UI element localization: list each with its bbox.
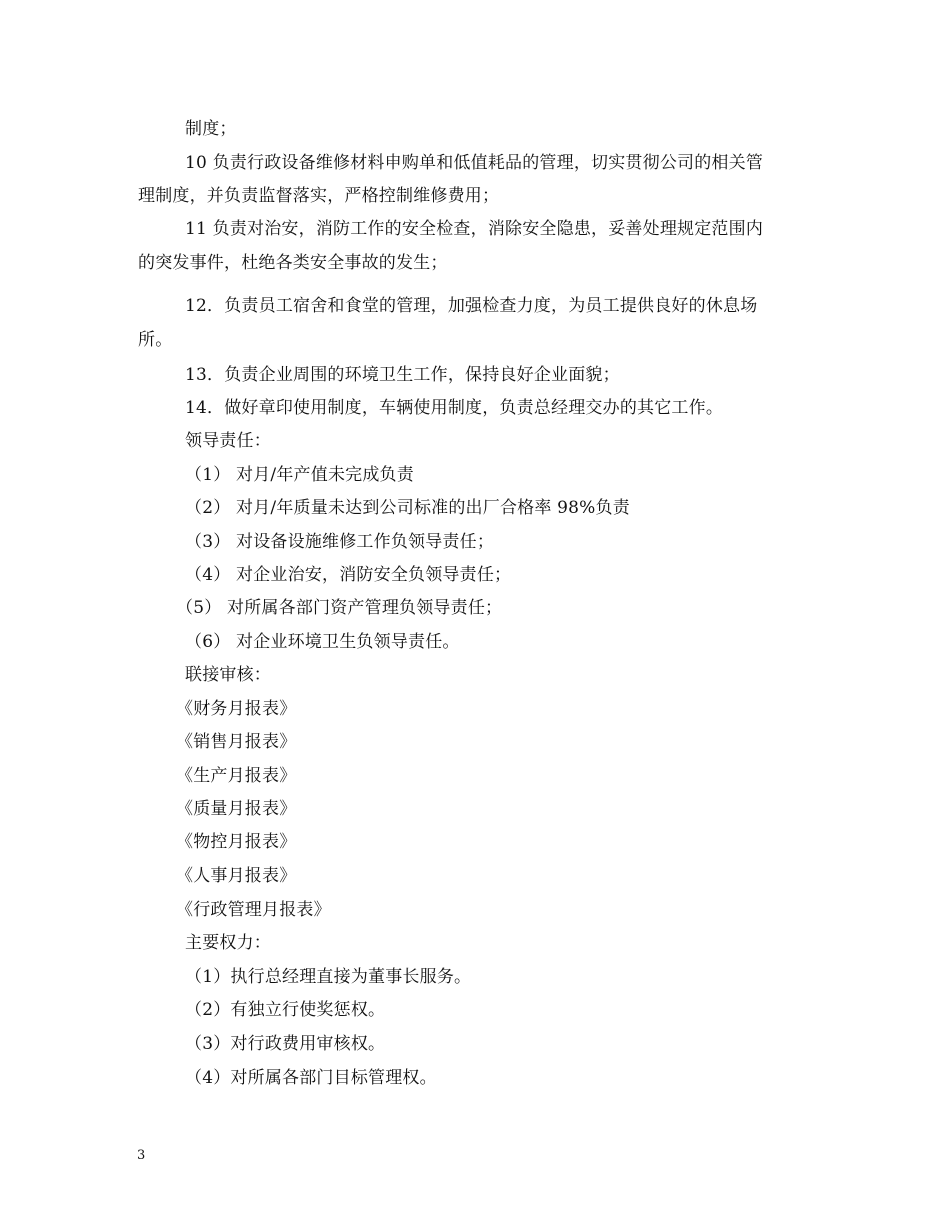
- list-item: （1） 对月/年产值未完成负责: [185, 465, 414, 485]
- text-line: 13．负责企业周围的环境卫生工作，保持良好企业面貌；: [185, 365, 620, 385]
- report-item: 《人事月报表》: [176, 866, 297, 886]
- list-item: （2）有独立行使奖惩权。: [185, 1000, 386, 1020]
- text-line: 所。: [138, 330, 173, 350]
- section-heading: 主要权力：: [185, 933, 271, 953]
- text-line: 的突发事件，杜绝各类安全事故的发生；: [138, 253, 448, 273]
- report-item: 《物控月报表》: [176, 832, 297, 852]
- report-item: 《销售月报表》: [176, 732, 297, 752]
- section-heading: 联接审核：: [185, 665, 271, 685]
- list-item: （1）执行总经理直接为董事长服务。: [185, 967, 472, 987]
- list-item: （2） 对月/年质量未达到公司标准的出厂合格率 98%负责: [185, 498, 630, 518]
- section-heading: 领导责任：: [185, 431, 271, 451]
- list-item: （5） 对所属各部门资产管理负领导责任；: [176, 598, 503, 618]
- list-item: （3）对行政费用审核权。: [185, 1034, 386, 1054]
- page-number: 3: [137, 1148, 146, 1163]
- text-line: 理制度，并负责监督落实，严格控制维修费用；: [138, 186, 500, 206]
- text-line: 制度；: [185, 119, 237, 139]
- list-item: （6） 对企业环境卫生负领导责任。: [185, 632, 460, 652]
- text-line: 14．做好章印使用制度，车辆使用制度，负责总经理交办的其它工作。: [185, 398, 724, 418]
- report-item: 《财务月报表》: [176, 699, 297, 719]
- text-line: 12．负责员工宿舍和食堂的管理，加强检查力度，为员工提供良好的休息场: [185, 296, 758, 316]
- list-item: （3） 对设备设施维修工作负领导责任；: [185, 532, 495, 552]
- list-item: （4） 对企业治安，消防安全负领导责任；: [185, 565, 512, 585]
- text-line: 10 负责行政设备维修材料申购单和低值耗品的管理，切实贯彻公司的相关管: [185, 153, 764, 173]
- report-item: 《质量月报表》: [176, 799, 297, 819]
- report-item: 《生产月报表》: [176, 766, 297, 786]
- list-item: （4）对所属各部门目标管理权。: [185, 1068, 437, 1088]
- report-item: 《行政管理月报表》: [176, 900, 331, 920]
- text-line: 11 负责对治安，消防工作的安全检查，消除安全隐患，妥善处理规定范围内: [185, 219, 764, 239]
